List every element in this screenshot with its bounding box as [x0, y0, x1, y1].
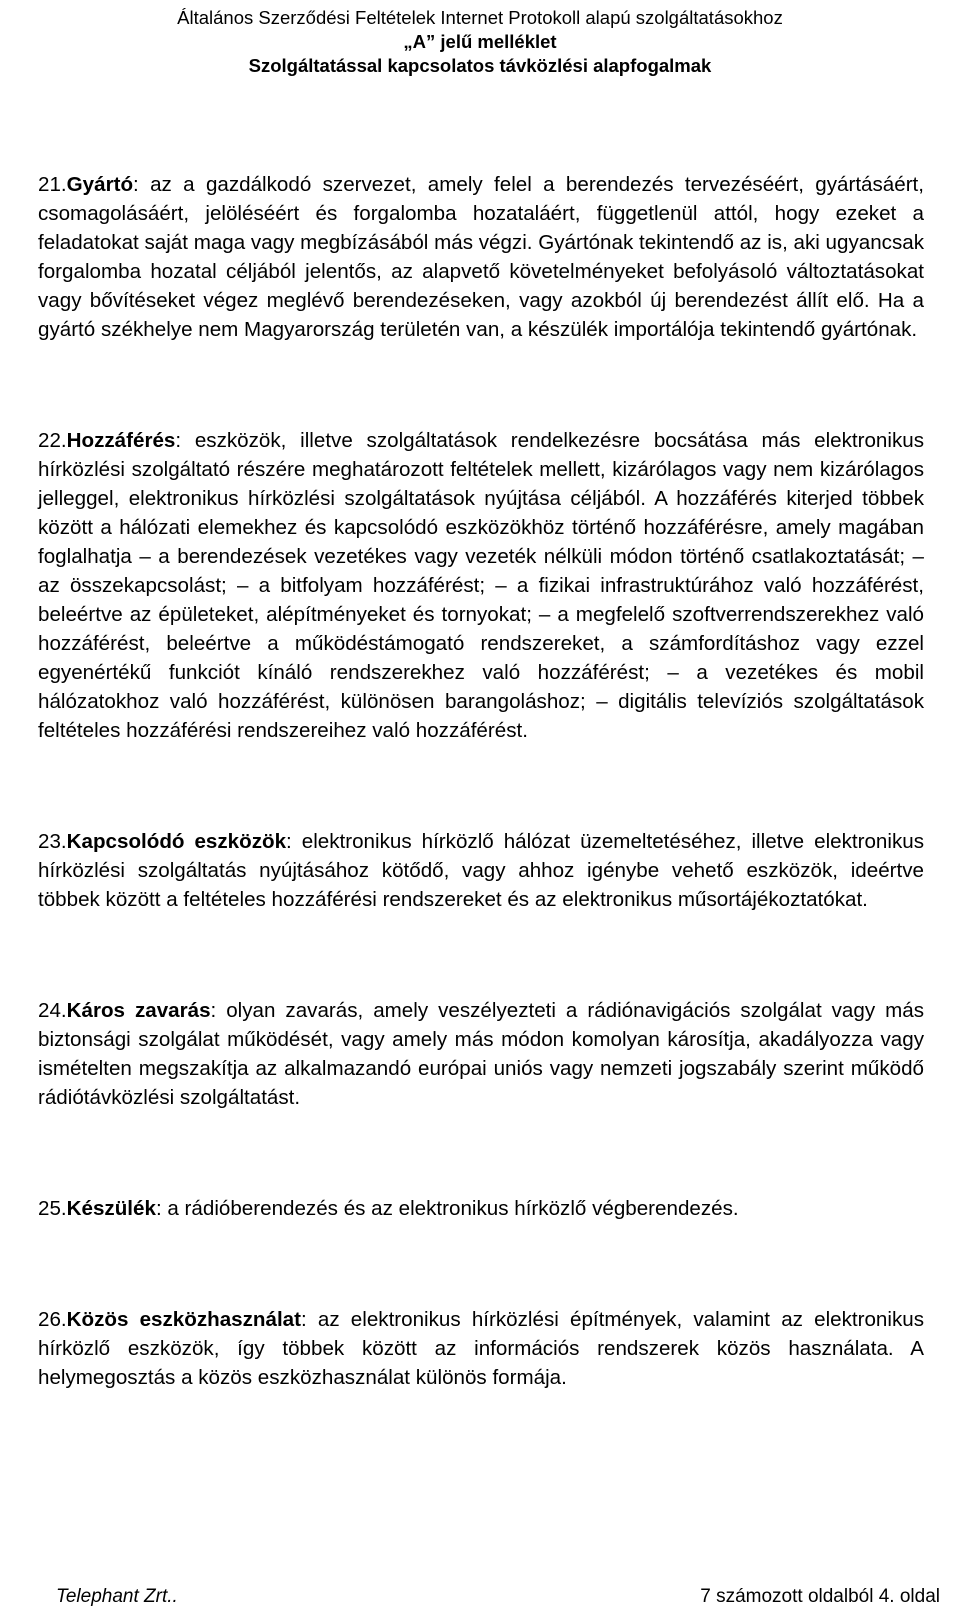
definition-item — [38, 827, 924, 914]
definition-text: : az a gazdálkodó szervezet, amely felel a berendezés tervezéséért, gyártásáért, csomagolásáért, jelöléséért és forgalomba hozataláért, függetlenül attól, hogy ezeket a feladatokat saját maga vagy megbízásából más végzi. Gyártónak tekintendő az is, aki ugyancsak forgalomba hozatal céljából jelentős, az alapvető követelményeket befolyásoló változtatásokat vagy bővítéseket végez meglévő berendezéseken, vagy azokból új berendezést állít elő. Ha a gyártó székhelye nem Magyarország területén van, a készülék importálója tekintendő gyártónak. — [38, 173, 925, 341]
document-header — [0, 0, 960, 78]
header-title: Általános Szerződési Feltételek Internet Protokoll alapú szolgáltatásokhoz — [177, 7, 783, 28]
definition-number: 23. — [38, 830, 67, 853]
footer-company: Telephant Zrt.. — [56, 1586, 178, 1607]
definition-number: 21. — [38, 173, 67, 196]
definition-term: Káros zavarás — [66, 999, 211, 1022]
definition-item — [38, 170, 924, 344]
definition-text: : olyan zavarás, amely veszélyezteti a rádiónavigációs szolgálat vagy más biztonsági szolgálat működését, vagy amely más módon komolyan károsítja, akadályozza vagy ismételten megszakítja az alkalmazandó európai uniós vagy nemzeti jogszabály szerint működő rádiótávközlési szolgáltatást. — [38, 999, 924, 1109]
footer-page-number: 7 számozott oldalból 4. oldal — [700, 1586, 940, 1607]
definition-number: 24. — [38, 999, 67, 1022]
definition-term: Készülék — [66, 1197, 156, 1220]
definition-number: 22. — [38, 429, 67, 452]
definition-item — [38, 1305, 924, 1392]
definition-term: Hozzáférés — [66, 429, 176, 452]
definition-item — [38, 426, 924, 745]
definition-text: : eszközök, illetve szolgáltatások rendelkezésre bocsátása más elektronikus hírközlési szolgáltató részére meghatározott feltételek mellett, kizárólagos vagy nem kizárólagos jelleggel, elektronikus hírközlési szolgáltatások nyújtása céljából. A hozzáférés kiterjed többek között a hálózati elemekhez és kapcsolódó eszközökhöz történő hozzáférésre, amely magában foglalhatja – a berendezések vezetékes vagy vezeték nélküli módon történő csatlakoztatását; – az összekapcsolást; – a bitfolyam hozzáférést; – a fizikai infrastruktúrához való hozzáférést, beleértve az épületeket, alépítményeket és tornyokat; – a megfelelő szoftverrendszerekhez való hozzáférést, beleértve a működéstámogató rendszereket, a számfordításhoz vagy ezzel egyenértékű funkciót kínáló rendszerekhez való hozzáférést; – a vezetékes és mobil hálózatokhoz való hozzáférést, különösen barangoláshoz; – digitális televíziós szolgáltatások feltételes hozzáférési rendszereihez való hozzáférést. — [38, 429, 924, 742]
header-subtitle: Szolgáltatással kapcsolatos távközlési alapfogalmak — [248, 55, 712, 76]
definition-term: Közös eszközhasználat — [66, 1308, 301, 1331]
definition-text: : az elektronikus hírközlési építmények, valamint az elektronikus hírközlő eszközök, így többek között az információs rendszerek közös használata. A helymegosztás a közös eszközhasználat különös formája. — [38, 1308, 925, 1389]
definition-term: Kapcsolódó eszközök — [66, 830, 287, 853]
definitions-list — [38, 170, 924, 1392]
definition-text: : a rádióberendezés és az elektronikus hírközlő végberendezés. — [155, 1197, 739, 1220]
definition-number: 26. — [38, 1308, 67, 1331]
definition-text: : elektronikus hírközlő hálózat üzemeltetéséhez, illetve elektronikus hírközlési szolgáltatás nyújtásához kötődő, vagy ahhoz igénybe vehető eszközök, ideértve többek között a feltételes hozzáférési rendszereket és az elektronikus műsortájékoztatókat. — [38, 830, 925, 911]
definition-number: 25. — [38, 1197, 67, 1220]
definition-item — [38, 1194, 924, 1223]
definition-item — [38, 996, 924, 1112]
definition-term: Gyártó — [66, 173, 134, 196]
header-annex: „A” jelű melléklet — [403, 31, 557, 52]
